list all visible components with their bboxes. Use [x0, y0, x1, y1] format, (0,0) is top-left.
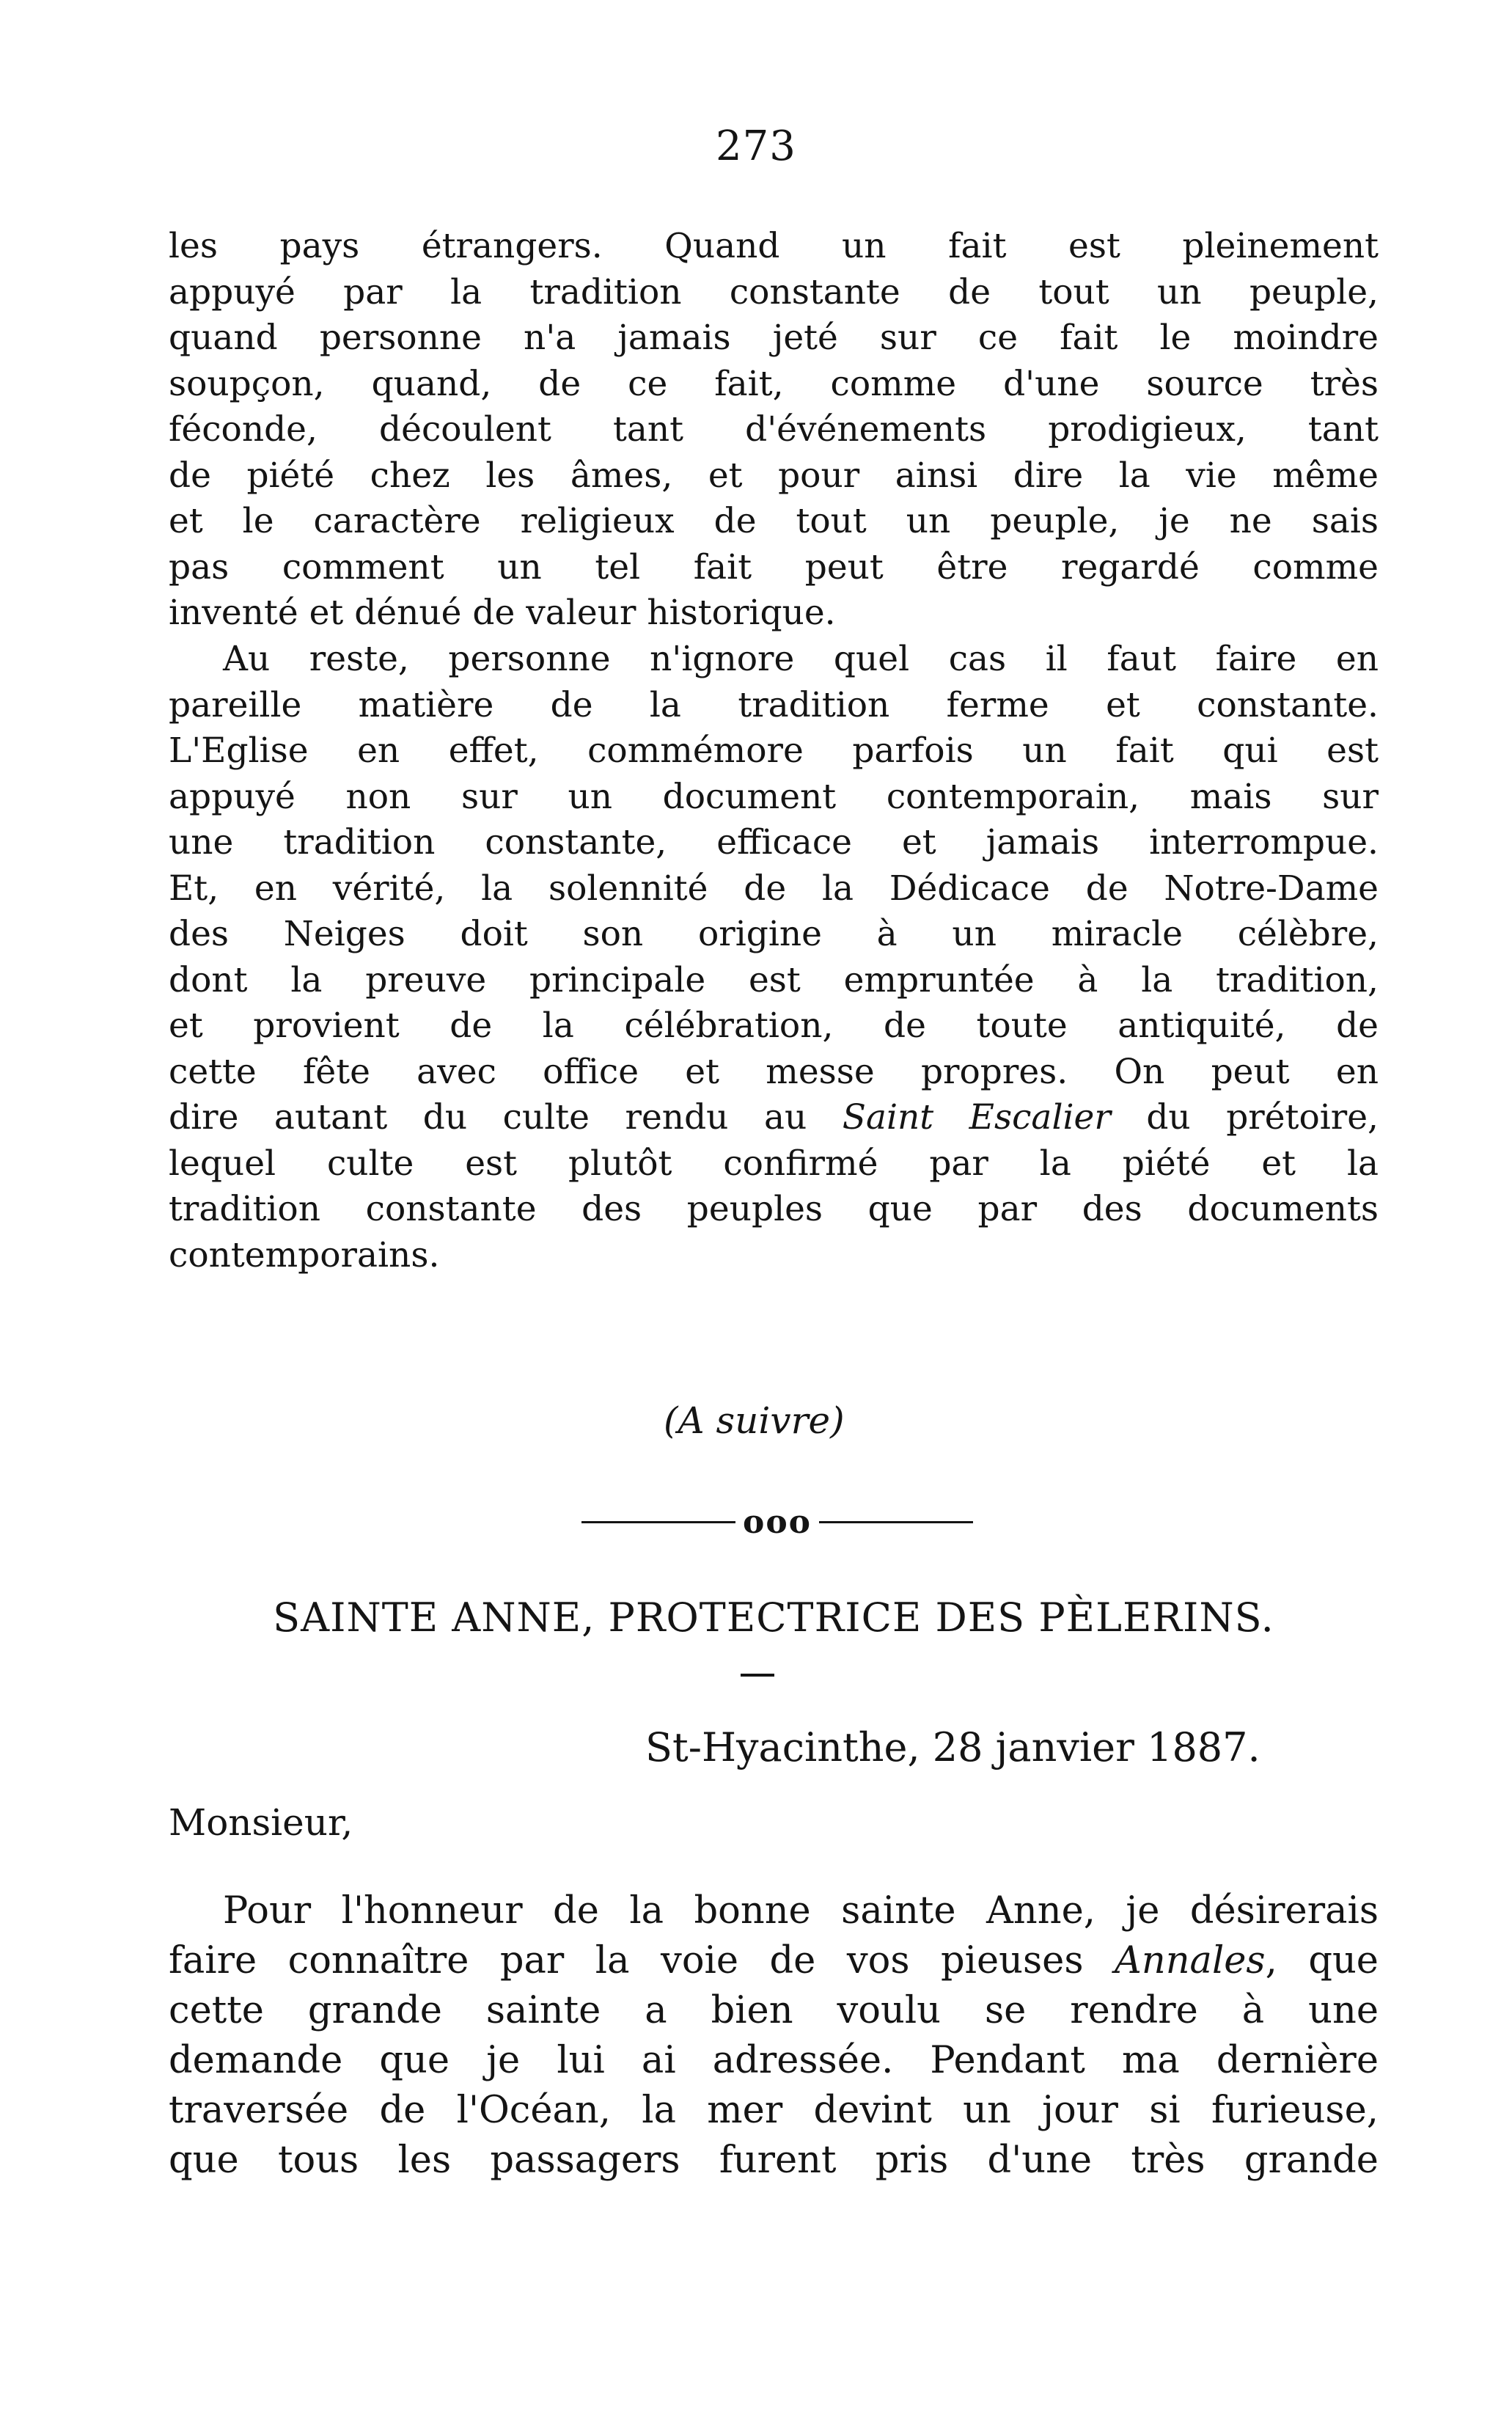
text-line: et le caractère religieux de tout un peuple, je ne sais	[169, 501, 1379, 541]
page-number: 273	[716, 122, 796, 170]
text-line: des Neiges doit son origine à un miracle célèbre,	[169, 914, 1379, 954]
text-segment: du prétoire,	[1110, 1097, 1379, 1138]
section-separator	[572, 1500, 983, 1544]
text-line: Au reste, personne n'ignore quel cas il faut faire en	[223, 639, 1379, 679]
text-line: une tradition constante, efficace et jamais interrompue.	[169, 822, 1379, 862]
title-dash	[741, 1674, 774, 1677]
text-line: de piété chez les âmes, et pour ainsi dire la vie même	[169, 455, 1379, 496]
text-line: les pays étrangers. Quand un fait est pleinement	[169, 226, 1379, 266]
text-line	[169, 1936, 1379, 1986]
paragraph-tradition	[169, 637, 1379, 1278]
text-line: inventé et dénué de valeur historique.	[169, 593, 836, 633]
text-line: féconde, découlent tant d'événements prodigieux, tant	[169, 409, 1379, 450]
text-line: traversée de l'Océan, la mer devint un jour si furieuse,	[169, 2089, 1379, 2132]
article-title: SAINTE ANNE, PROTECTRICE DES PÈLERINS.	[273, 1594, 1274, 1641]
text-line: soupçon, quand, de ce fait, comme d'une source très	[169, 363, 1379, 404]
separator-rule-left	[581, 1521, 735, 1523]
italic-title: Saint Escalier	[842, 1097, 1111, 1138]
text-line: pareille matière de la tradition ferme et constante.	[169, 684, 1379, 725]
text-segment: , que	[1265, 1939, 1379, 1982]
text-segment: faire connaître par la voie de vos pieuses	[169, 1939, 1115, 1982]
paragraph-continuation	[169, 224, 1379, 637]
text-line: demande que je lui ai adressée. Pendant ma dernière	[169, 2039, 1379, 2082]
letter-salutation: Monsieur,	[169, 1801, 353, 1844]
text-line: que tous les passagers furent pris d'une très grande	[169, 2139, 1379, 2182]
text-line: appuyé non sur un document contemporain, mais sur	[169, 776, 1379, 817]
text-line: et provient de la célébration, de toute antiquité, de	[169, 1006, 1379, 1046]
text-line: appuyé par la tradition constante de tout un peuple,	[169, 271, 1379, 312]
letter-body	[169, 1886, 1379, 2186]
text-line: Et, en vérité, la solennité de la Dédicace de Notre-Dame	[169, 868, 1379, 909]
separator-mark: ooo	[742, 1503, 812, 1541]
text-line: cette fête avec office et messe propres. On peut en	[169, 1051, 1379, 1092]
letter-dateline: St-Hyacinthe, 28 janvier 1887.	[645, 1724, 1260, 1770]
separator-rule-right	[819, 1521, 973, 1523]
text-line: Pour l'honneur de la bonne sainte Anne, je désirerais	[223, 1889, 1379, 1933]
text-line: quand personne n'a jamais jeté sur ce fait le moindre	[169, 318, 1379, 358]
text-line: L'Eglise en effet, commémore parfois un fait qui est	[169, 730, 1379, 771]
text-line: tradition constante des peuples que par des documents	[169, 1189, 1379, 1229]
text-line: dont la preuve principale est empruntée à la tradition,	[169, 959, 1379, 1000]
text-line	[169, 1095, 1379, 1141]
text-line: cette grande sainte a bien voulu se rendre à une	[169, 1989, 1379, 2032]
text-line: pas comment un tel fait peut être regardé comme	[169, 546, 1379, 587]
text-line: contemporains.	[169, 1234, 440, 1275]
to-be-continued: (A suivre)	[664, 1399, 845, 1442]
text-segment: dire autant du culte rendu au	[169, 1097, 843, 1138]
italic-title: Annales	[1115, 1939, 1266, 1982]
text-line: lequel culte est plutôt confirmé par la piété et la	[169, 1143, 1379, 1184]
